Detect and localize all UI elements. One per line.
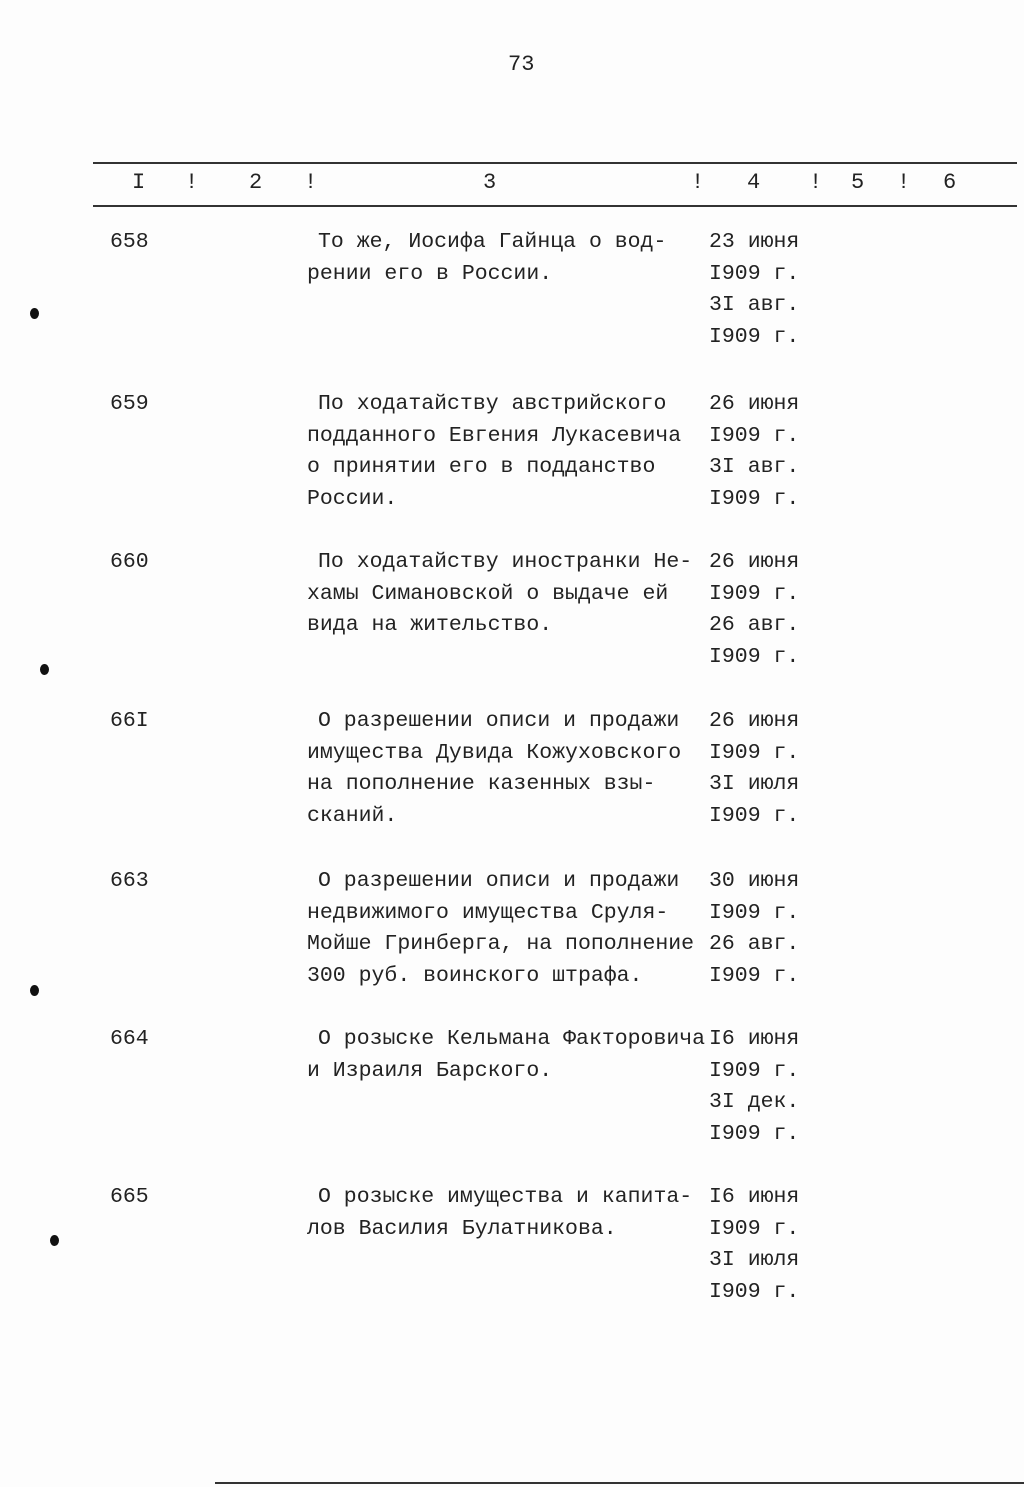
description-line: То же, Иосифа Гайнца о вод- (318, 230, 667, 254)
header-top-rule (93, 162, 1017, 164)
description-line: лов Василия Булатникова. (307, 1216, 617, 1241)
column-header-5: 5 (851, 170, 865, 195)
entry-number: 663 (110, 869, 149, 893)
description-line: По ходатайству иностранки Не- (318, 550, 693, 574)
date-line: 26 июня (709, 392, 800, 416)
description-line: и Израиля Барского. (307, 1058, 553, 1083)
date-line: I909 г. (709, 804, 800, 829)
entry-dates (709, 866, 799, 993)
entry-number: 660 (110, 550, 149, 574)
date-line: I6 июня (709, 1185, 800, 1209)
description-line: Мойше Гринберга, на пополнение (307, 932, 695, 957)
description-line: подданного Евгения Лукасевича (307, 423, 682, 448)
description-line: рении его в России. (307, 261, 553, 286)
date-line: I909 г. (709, 1280, 800, 1305)
column-header-4: 4 (747, 170, 761, 195)
date-line: I6 июня (709, 1027, 800, 1051)
date-line: 26 авг. (709, 932, 800, 957)
date-line: 30 июня (709, 869, 800, 893)
entry-description (307, 389, 681, 516)
entry-description (307, 1182, 692, 1245)
date-line: I909 г. (709, 1058, 800, 1083)
column-separator: ! (691, 170, 705, 195)
date-line: I909 г. (709, 325, 800, 350)
column-separator: ! (809, 170, 823, 195)
date-line: I909 г. (709, 487, 800, 512)
entry-description (307, 227, 666, 290)
punch-hole-mark (40, 664, 49, 675)
entry-dates (709, 547, 799, 674)
description-line: недвижимого имущества Сруля- (307, 900, 669, 925)
entry-number: 665 (110, 1185, 149, 1209)
date-line: I909 г. (709, 261, 800, 286)
date-line: 3I июля (709, 772, 800, 797)
entry-dates (709, 227, 799, 354)
description-line: на пополнение казенных взы- (307, 772, 656, 797)
bottom-rule (215, 1482, 1024, 1484)
date-line: 3I июля (709, 1248, 800, 1273)
date-line: 3I дек. (709, 1090, 800, 1115)
entry-number: 66I (110, 709, 149, 733)
column-header-1: I (132, 170, 146, 195)
date-line: 26 июня (709, 709, 800, 733)
description-line: сканий. (307, 804, 398, 829)
column-separator: ! (897, 170, 911, 195)
description-line: о принятии его в подданство (307, 455, 656, 480)
date-line: I909 г. (709, 740, 800, 765)
entry-description (307, 706, 681, 833)
column-separator: ! (185, 170, 199, 195)
description-line: России. (307, 487, 398, 512)
description-line: хамы Симановской о выдаче ей (307, 581, 669, 606)
entry-dates (709, 1182, 799, 1309)
date-line: 26 июня (709, 550, 800, 574)
entry-number: 659 (110, 392, 149, 416)
date-line: I909 г. (709, 1122, 800, 1147)
date-line: I909 г. (709, 1216, 800, 1241)
description-line: вида на жительство. (307, 613, 553, 638)
header-bottom-rule (93, 205, 1017, 207)
punch-hole-mark (30, 308, 39, 319)
entry-number: 658 (110, 230, 149, 254)
date-line: I909 г. (709, 900, 800, 925)
entry-number: 664 (110, 1027, 149, 1051)
entry-dates (709, 1024, 799, 1151)
description-line: 300 руб. воинского штрафа. (307, 964, 643, 989)
description-line: О розыске Кельмана Факторовича (318, 1027, 706, 1051)
entry-description (307, 866, 694, 993)
column-header-6: 6 (943, 170, 957, 195)
column-separator: ! (304, 170, 318, 195)
description-line: По ходатайству австрийского (318, 392, 667, 416)
punch-hole-mark (50, 1235, 59, 1246)
date-line: 23 июня (709, 230, 800, 254)
description-line: имущества Дувида Кожуховского (307, 740, 682, 765)
column-header-3: 3 (483, 170, 497, 195)
date-line: 26 авг. (709, 613, 800, 638)
entry-description (307, 547, 692, 642)
entry-dates (709, 389, 799, 516)
date-line: I909 г. (709, 964, 800, 989)
date-line: I909 г. (709, 581, 800, 606)
punch-hole-mark (30, 985, 39, 996)
date-line: I909 г. (709, 645, 800, 670)
entry-description (307, 1024, 705, 1087)
page-number: 73 (508, 52, 535, 77)
description-line: О разрешении описи и продажи (318, 869, 680, 893)
description-line: О разрешении описи и продажи (318, 709, 680, 733)
date-line: I909 г. (709, 423, 800, 448)
entry-dates (709, 706, 799, 833)
date-line: 3I авг. (709, 293, 800, 318)
date-line: 3I авг. (709, 455, 800, 480)
column-header-2: 2 (249, 170, 263, 195)
description-line: О розыске имущества и капита- (318, 1185, 693, 1209)
